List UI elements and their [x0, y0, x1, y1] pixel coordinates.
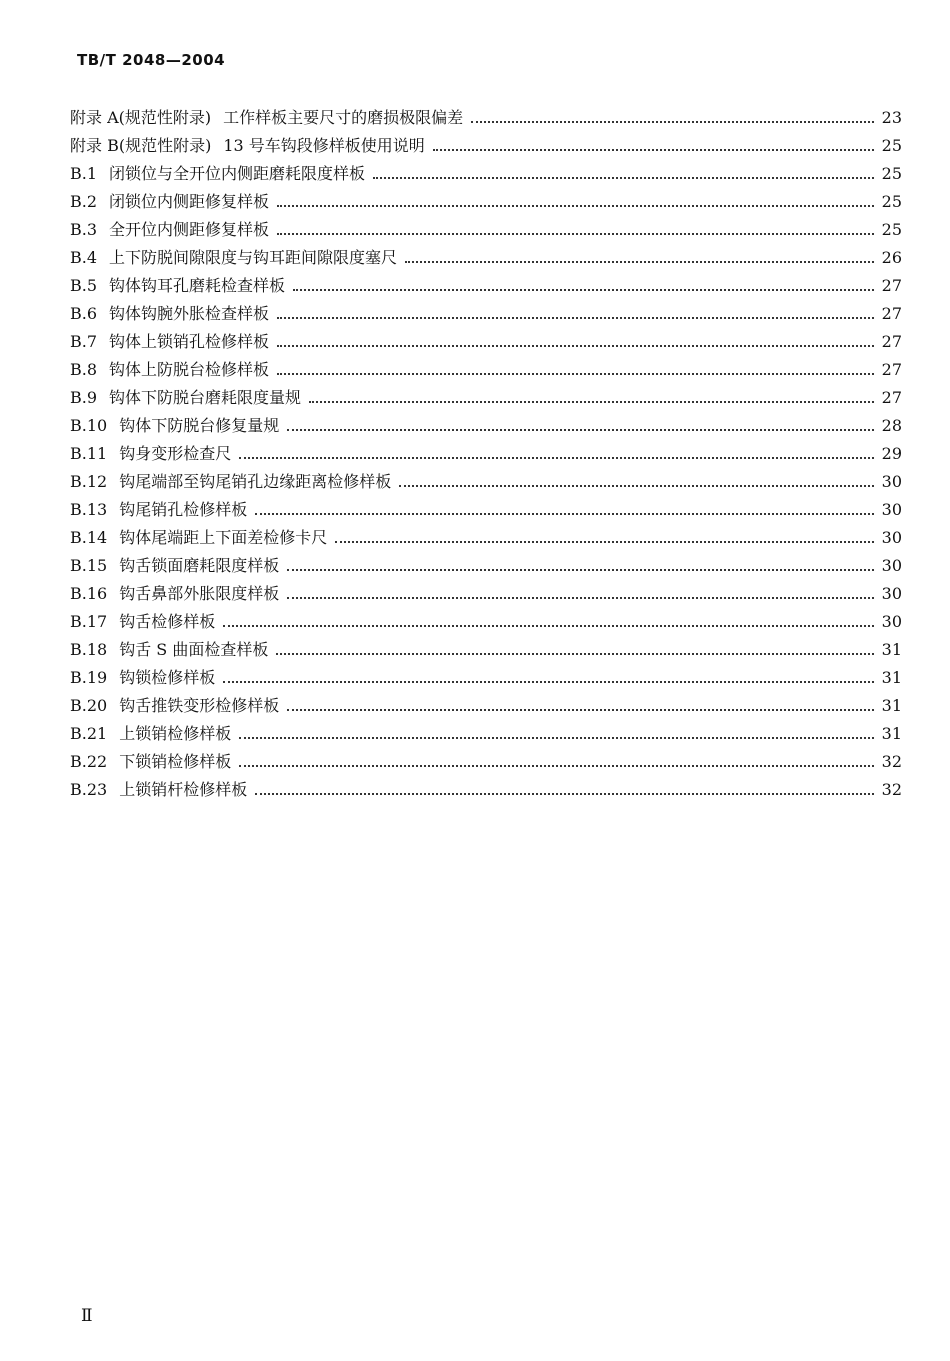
- toc-entry-page: 32: [881, 780, 902, 799]
- toc-entry[interactable]: [70, 464, 902, 492]
- toc-entry-title: 上下防脱间隙限度与钩耳距间隙限度塞尺: [109, 248, 398, 267]
- toc-entry-title: 钩舌检修样板: [119, 612, 216, 631]
- toc-dot-leader: [471, 121, 874, 123]
- toc-entry-number: B.11: [70, 444, 108, 463]
- toc-entry-number: B.20: [70, 696, 108, 715]
- toc-entry-number: B.13: [70, 500, 108, 519]
- toc-entry-page: 31: [881, 640, 902, 659]
- toc-entry-page: 25: [881, 136, 902, 155]
- toc-entry[interactable]: [70, 380, 902, 408]
- toc-entry-title: 钩尾销孔检修样板: [119, 500, 248, 519]
- toc-dot-leader: [373, 177, 874, 179]
- toc-dot-leader: [433, 149, 874, 151]
- toc-dot-leader: [287, 429, 874, 431]
- table-of-contents: [70, 100, 902, 800]
- toc-entry-title: 钩体上锁销孔检修样板: [109, 332, 270, 351]
- toc-dot-leader: [239, 765, 874, 767]
- toc-entry-title: 钩体钩耳孔磨耗检查样板: [109, 276, 286, 295]
- toc-entry-title: 13 号车钩段修样板使用说明: [223, 136, 425, 155]
- toc-entry-page: 26: [881, 248, 902, 267]
- toc-entry-title: 下锁销检修样板: [119, 752, 232, 771]
- toc-entry-title: 工作样板主要尺寸的磨损极限偏差: [223, 108, 464, 127]
- toc-dot-leader: [223, 625, 874, 627]
- toc-dot-leader: [399, 485, 874, 487]
- toc-entry-page: 31: [881, 696, 902, 715]
- toc-entry[interactable]: [70, 156, 902, 184]
- toc-entry-number: B.9: [70, 388, 98, 407]
- toc-dot-leader: [239, 457, 874, 459]
- toc-entry-number: B.2: [70, 192, 98, 211]
- toc-entry-number: B.6: [70, 304, 98, 323]
- toc-dot-leader: [255, 513, 874, 515]
- toc-entry-page: 31: [881, 724, 902, 743]
- toc-dot-leader: [255, 793, 874, 795]
- toc-entry[interactable]: [70, 744, 902, 772]
- toc-entry-title: 钩体下防脱台磨耗限度量规: [109, 388, 302, 407]
- toc-entry-number: B.7: [70, 332, 98, 351]
- toc-entry-number: 附录 B(规范性附录): [70, 136, 212, 155]
- toc-entry[interactable]: [70, 212, 902, 240]
- toc-entry[interactable]: [70, 436, 902, 464]
- toc-entry-number: B.1: [70, 164, 98, 183]
- toc-entry-page: 30: [881, 612, 902, 631]
- toc-entry-page: 25: [881, 164, 902, 183]
- toc-entry-number: B.4: [70, 248, 98, 267]
- toc-entry-page: 30: [881, 500, 902, 519]
- toc-entry-title: 钩体上防脱台检修样板: [109, 360, 270, 379]
- toc-entry[interactable]: [70, 100, 902, 128]
- toc-entry[interactable]: [70, 240, 902, 268]
- toc-entry[interactable]: [70, 268, 902, 296]
- toc-dot-leader: [277, 205, 874, 207]
- toc-entry-page: 27: [881, 388, 902, 407]
- toc-entry-page: 27: [881, 360, 902, 379]
- toc-entry-page: 30: [881, 556, 902, 575]
- toc-entry-number: B.18: [70, 640, 108, 659]
- toc-entry-number: B.10: [70, 416, 108, 435]
- toc-dot-leader: [239, 737, 874, 739]
- toc-dot-leader: [335, 541, 874, 543]
- toc-entry-page: 27: [881, 276, 902, 295]
- toc-entry-number: B.8: [70, 360, 98, 379]
- toc-entry-number: B.5: [70, 276, 98, 295]
- toc-entry-title: 上锁销杆检修样板: [119, 780, 248, 799]
- toc-entry-title: 钩体下防脱台修复量规: [119, 416, 280, 435]
- toc-dot-leader: [287, 709, 874, 711]
- toc-entry[interactable]: [70, 632, 902, 660]
- toc-entry[interactable]: [70, 296, 902, 324]
- toc-dot-leader: [287, 597, 874, 599]
- toc-entry-page: 23: [881, 108, 902, 127]
- toc-entry[interactable]: [70, 352, 902, 380]
- toc-dot-leader: [223, 681, 874, 683]
- toc-dot-leader: [309, 401, 874, 403]
- toc-entry-title: 钩舌锁面磨耗限度样板: [119, 556, 280, 575]
- toc-entry-number: B.16: [70, 584, 108, 603]
- toc-entry-title: 闭锁位内侧距修复样板: [109, 192, 270, 211]
- toc-dot-leader: [277, 373, 874, 375]
- toc-entry-page: 30: [881, 528, 902, 547]
- toc-entry-page: 27: [881, 332, 902, 351]
- toc-entry[interactable]: [70, 324, 902, 352]
- toc-entry-title: 钩锁检修样板: [119, 668, 216, 687]
- toc-entry[interactable]: [70, 548, 902, 576]
- toc-dot-leader: [277, 233, 874, 235]
- toc-entry[interactable]: [70, 716, 902, 744]
- standard-code-header: TB/T 2048—2004: [77, 51, 226, 69]
- toc-entry-title: 钩舌推铁变形检修样板: [119, 696, 280, 715]
- toc-entry-number: B.21: [70, 724, 108, 743]
- toc-entry-number: B.12: [70, 472, 108, 491]
- toc-entry-page: 30: [881, 472, 902, 491]
- toc-entry-page: 25: [881, 220, 902, 239]
- toc-entry[interactable]: [70, 520, 902, 548]
- toc-entry-number: B.15: [70, 556, 108, 575]
- toc-dot-leader: [405, 261, 874, 263]
- toc-entry[interactable]: [70, 576, 902, 604]
- toc-entry-number: B.19: [70, 668, 108, 687]
- toc-entry-page: 27: [881, 304, 902, 323]
- toc-entry[interactable]: [70, 408, 902, 436]
- toc-dot-leader: [293, 289, 874, 291]
- toc-dot-leader: [276, 653, 874, 655]
- toc-entry-title: 上锁销检修样板: [119, 724, 232, 743]
- toc-entry-title: 闭锁位与全开位内侧距磨耗限度样板: [109, 164, 366, 183]
- page-number-footer: Ⅱ: [81, 1306, 93, 1326]
- toc-entry-page: 28: [881, 416, 902, 435]
- toc-dot-leader: [277, 345, 874, 347]
- toc-entry[interactable]: [70, 688, 902, 716]
- toc-entry-title: 钩舌鼻部外胀限度样板: [119, 584, 280, 603]
- toc-entry-title: 全开位内侧距修复样板: [109, 220, 270, 239]
- toc-dot-leader: [287, 569, 874, 571]
- toc-entry-title: 钩舌 S 曲面检查样板: [119, 640, 269, 659]
- toc-entry-page: 30: [881, 584, 902, 603]
- toc-entry[interactable]: [70, 492, 902, 520]
- toc-entry[interactable]: [70, 184, 902, 212]
- toc-entry-number: B.23: [70, 780, 108, 799]
- toc-entry[interactable]: [70, 128, 902, 156]
- toc-entry-number: B.22: [70, 752, 108, 771]
- toc-entry[interactable]: [70, 772, 902, 800]
- toc-entry-title: 钩体尾端距上下面差检修卡尺: [119, 528, 328, 547]
- toc-entry-page: 31: [881, 668, 902, 687]
- toc-entry-number: B.3: [70, 220, 98, 239]
- toc-entry-number: 附录 A(规范性附录): [70, 108, 212, 127]
- toc-entry-page: 25: [881, 192, 902, 211]
- toc-entry-number: B.14: [70, 528, 108, 547]
- toc-entry-number: B.17: [70, 612, 108, 631]
- toc-dot-leader: [277, 317, 874, 319]
- toc-entry-title: 钩尾端部至钩尾销孔边缘距离检修样板: [119, 472, 392, 491]
- toc-entry-title: 钩体钩腕外胀检查样板: [109, 304, 270, 323]
- toc-entry-page: 29: [881, 444, 902, 463]
- toc-entry[interactable]: [70, 660, 902, 688]
- toc-entry-page: 32: [881, 752, 902, 771]
- toc-entry-title: 钩身变形检查尺: [119, 444, 232, 463]
- toc-entry[interactable]: [70, 604, 902, 632]
